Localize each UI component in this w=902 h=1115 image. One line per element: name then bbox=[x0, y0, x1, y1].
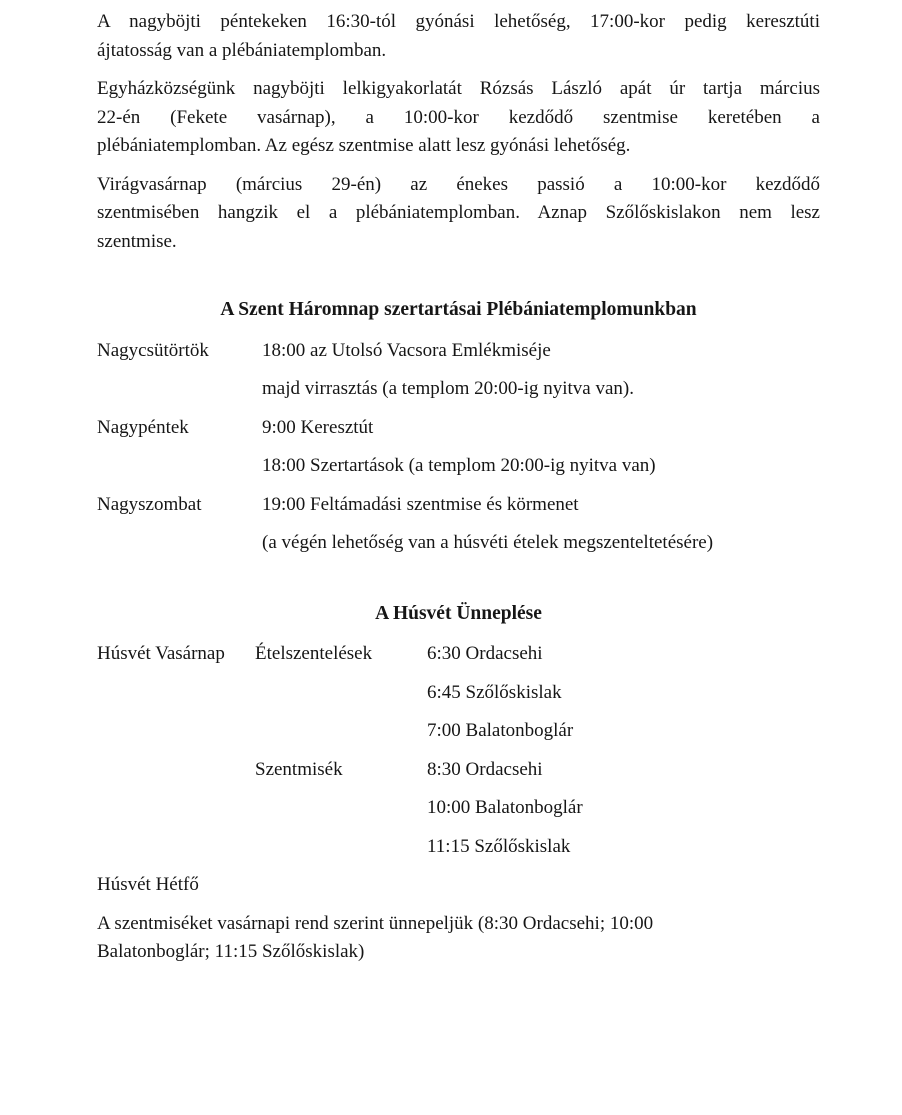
schedule-event: 19:00 Feltámadási szentmise és körmenet bbox=[262, 493, 579, 515]
paragraph-line: Virágvasárnap (március 29-én) az énekes passió a 10:00-kor kezdődő bbox=[97, 173, 820, 195]
paragraph-line: plébániatemplomban. Az egész szentmise alatt lesz gyónási lehetőség. bbox=[97, 135, 631, 156]
schedule-detail: 6:45 Szőlőskislak bbox=[427, 681, 562, 703]
schedule-event: (a végén lehetőség van a húsvéti ételek megszenteltetésére) bbox=[262, 532, 714, 553]
schedule-day bbox=[97, 833, 255, 862]
schedule-day: Húsvét Vasárnap bbox=[97, 643, 225, 664]
paragraph-line: Balatonboglár; 11:15 Szőlőskislak) bbox=[97, 941, 365, 962]
paragraph-palm-sunday bbox=[97, 171, 820, 257]
paragraph-lent-fridays bbox=[97, 8, 820, 65]
schedule-event: majd virrasztás (a templom 20:00-ig nyitva van). bbox=[262, 378, 634, 399]
schedule-detail: 7:00 Balatonboglár bbox=[427, 720, 574, 741]
schedule-detail: 8:30 Ordacsehi bbox=[427, 758, 543, 780]
schedule-day bbox=[97, 452, 262, 481]
schedule-day: Nagypéntek bbox=[97, 416, 189, 438]
paragraph-lent-retreat bbox=[97, 75, 820, 161]
schedule-day: Nagyszombat bbox=[97, 493, 202, 515]
schedule-category: Ételszentelések bbox=[255, 643, 373, 664]
paragraph-line: szentmise. bbox=[97, 230, 177, 252]
schedule-day bbox=[97, 756, 255, 785]
schedule-category bbox=[255, 717, 427, 746]
paragraph-line: A nagyböjti péntekeken 16:30-tól gyónási lehetőség, 17:00-kor pedig keresztúti bbox=[97, 11, 820, 32]
easter-monday-label: Húsvét Hétfő bbox=[97, 874, 199, 895]
schedule-category bbox=[255, 833, 427, 862]
paragraph-easter-monday-masses bbox=[97, 910, 820, 967]
schedule-day: Nagycsütörtök bbox=[97, 339, 209, 361]
schedule-day bbox=[97, 717, 255, 746]
paragraph-line: ájtatosság van a plébániatemplomban. bbox=[97, 39, 387, 61]
easter-schedule bbox=[97, 640, 820, 861]
schedule-category: Szentmisék bbox=[255, 758, 343, 780]
schedule-category bbox=[255, 794, 427, 823]
paragraph-line: Egyházközségünk nagyböjti lelkigyakorlatát Rózsás László apát úr tartja március bbox=[97, 78, 820, 99]
schedule-day bbox=[97, 375, 262, 404]
schedule-detail: 11:15 Szőlőskislak bbox=[427, 835, 571, 857]
schedule-event: 18:00 Szertartások (a templom 20:00-ig nyitva van) bbox=[262, 455, 656, 476]
schedule-day bbox=[97, 794, 255, 823]
schedule-event: 18:00 az Utolsó Vacsora Emlékmiséje bbox=[262, 339, 551, 361]
paragraph-line: szentmisében hangzik el a plébániatemplomban. Aznap Szőlőskislakon nem lesz bbox=[97, 202, 820, 223]
schedule-day bbox=[97, 679, 255, 708]
schedule-event: 9:00 Keresztút bbox=[262, 416, 374, 438]
section-heading-easter: A Húsvét Ünneplése bbox=[375, 602, 542, 624]
schedule-detail: 10:00 Balatonboglár bbox=[427, 797, 583, 818]
paragraph-line: 22-én (Fekete vasárnap), a 10:00-kor kezdődő szentmise keretében a bbox=[97, 106, 820, 128]
section-heading-holy-three-days: A Szent Háromnap szertartásai Plébániatemplomunkban bbox=[220, 299, 697, 320]
schedule-detail: 6:30 Ordacsehi bbox=[427, 643, 543, 664]
schedule-day bbox=[97, 529, 262, 558]
schedule-category bbox=[255, 679, 427, 708]
holy-three-days-schedule bbox=[97, 337, 820, 558]
paragraph-line: A szentmiséket vasárnapi rend szerint ünnepeljük (8:30 Ordacsehi; 10:00 bbox=[97, 912, 654, 934]
